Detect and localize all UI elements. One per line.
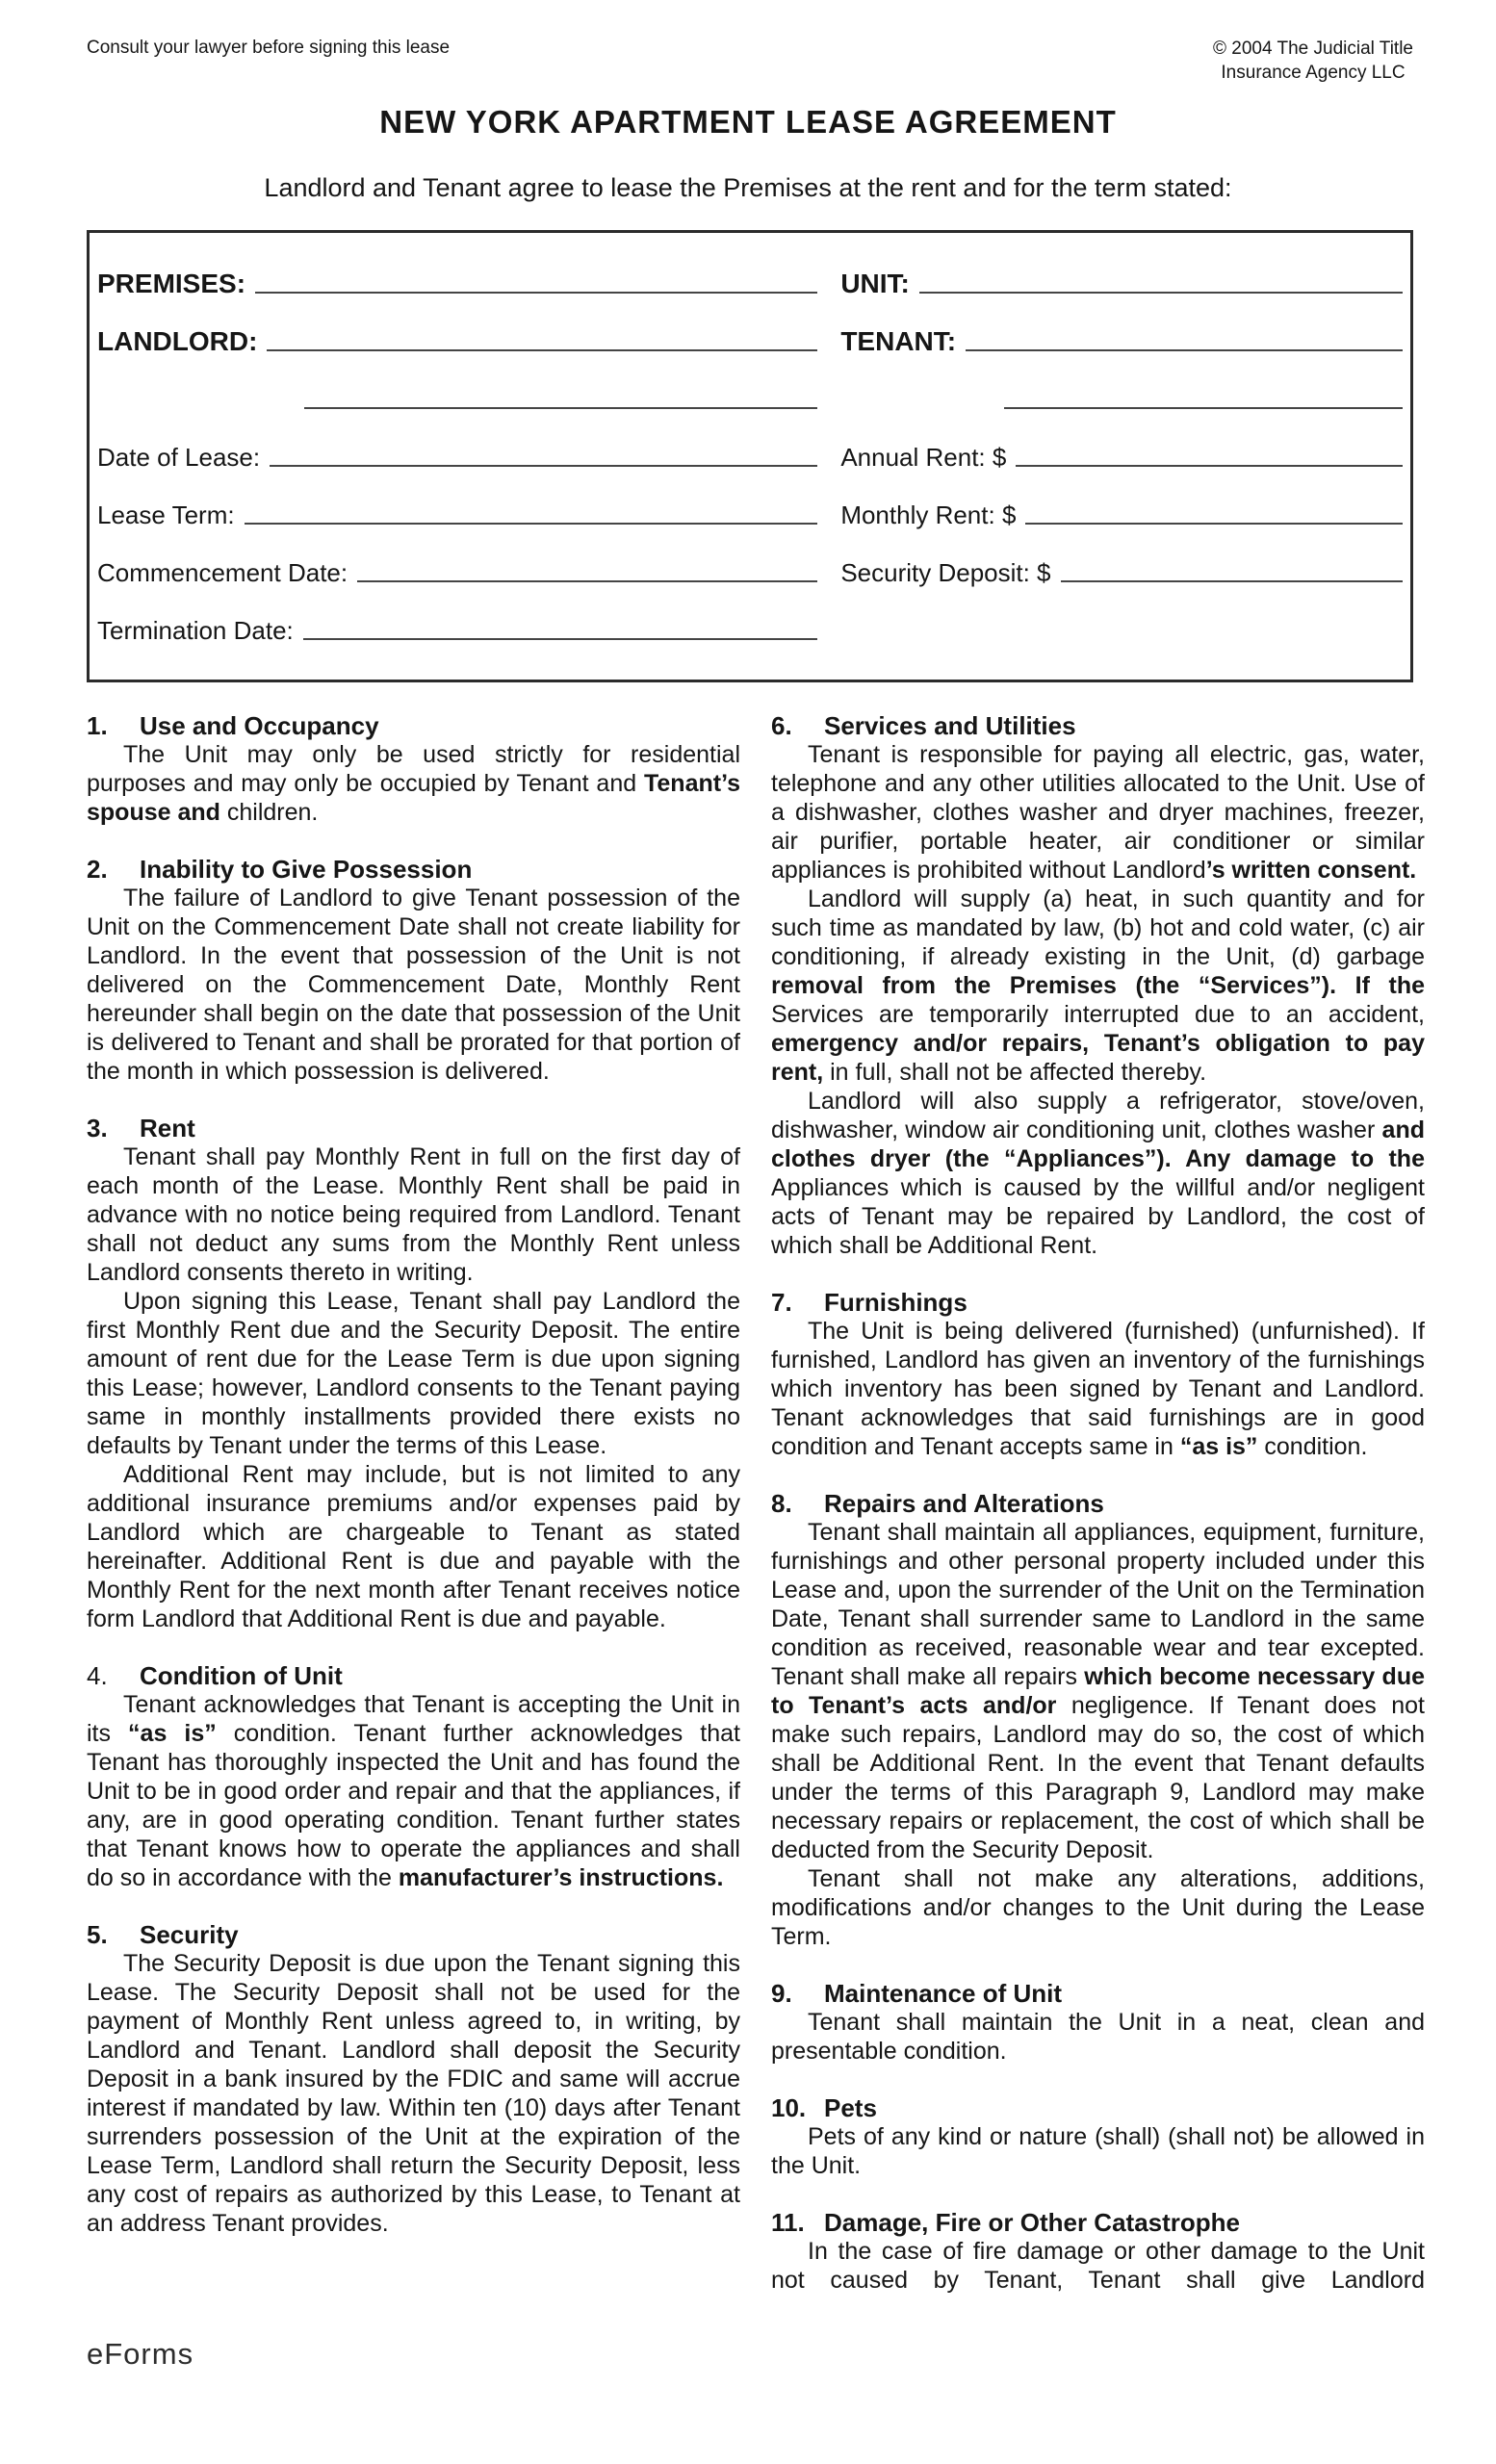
section-heading bbox=[87, 1661, 740, 1690]
section-heading bbox=[771, 1288, 1425, 1317]
lawyer-advice-note: Consult your lawyer before signing this lease bbox=[87, 38, 451, 58]
landlord-continuation-blank-line bbox=[304, 407, 817, 409]
section-paragraph: Tenant is responsible for paying all electric, gas, water, telephone and any other utilities allocated to the Unit. Use of a dishwasher, clothes washer and dryer machines, freezer, air purifier, portable heater, air conditioner or similar appliances is prohibited without Landlord’s written consent. bbox=[771, 741, 1425, 884]
form-row-continuation bbox=[90, 356, 1410, 414]
premises-field bbox=[90, 241, 829, 298]
form-row-termination bbox=[90, 587, 1410, 645]
section bbox=[771, 2093, 1425, 2180]
form-row-premises-unit bbox=[90, 241, 1410, 298]
form-row-date-annualrent bbox=[90, 414, 1410, 472]
section-title: Damage, Fire or Other Catastrophe bbox=[824, 2208, 1240, 2237]
form-row-landlord-tenant bbox=[90, 298, 1410, 356]
page-header bbox=[0, 0, 1496, 85]
premises-blank-line bbox=[255, 292, 817, 294]
form-row-commencement-deposit bbox=[90, 529, 1410, 587]
lease-summary-box bbox=[87, 230, 1413, 682]
right-column bbox=[771, 711, 1425, 2295]
unit-field bbox=[829, 241, 1410, 298]
security-deposit-field bbox=[829, 529, 1410, 587]
section-heading bbox=[771, 2093, 1425, 2122]
annual-rent-field bbox=[829, 414, 1410, 472]
unit-label: UNIT: bbox=[840, 269, 910, 298]
premises-label: PREMISES: bbox=[97, 269, 246, 298]
section bbox=[87, 1661, 740, 1892]
termination-date-field bbox=[90, 587, 829, 645]
section-heading bbox=[87, 855, 740, 884]
section-paragraph: Pets of any kind or nature (shall) (shall not) be allowed in the Unit. bbox=[771, 2123, 1425, 2179]
copyright-block bbox=[1213, 37, 1413, 85]
body-columns bbox=[0, 711, 1496, 2295]
section-title: Maintenance of Unit bbox=[824, 1979, 1063, 2008]
landlord-label: LANDLORD: bbox=[97, 326, 258, 356]
monthly-rent-field bbox=[829, 472, 1410, 529]
section-number: 5. bbox=[87, 1920, 108, 1949]
tenant-continuation-field bbox=[829, 356, 1410, 414]
annual-rent-blank-line bbox=[1016, 465, 1403, 467]
section-number: 11. bbox=[771, 2208, 805, 2237]
section-title: Condition of Unit bbox=[140, 1661, 343, 1690]
date-of-lease-label: Date of Lease: bbox=[97, 443, 261, 472]
section bbox=[771, 2208, 1425, 2295]
section-heading bbox=[771, 2208, 1425, 2237]
section-paragraph: Additional Rent may include, but is not limited to any additional insurance premiums and/or expenses paid by Landlord which are chargeable to Tenant as stated hereinafter. Additional Rent is due and payable with the Monthly Rent for the next month after Tenant receives notice form Landlord that Additional Rent is due and payable. bbox=[87, 1461, 740, 1632]
left-column bbox=[87, 711, 740, 2295]
section-title: Rent bbox=[140, 1114, 195, 1142]
tenant-label: TENANT: bbox=[840, 326, 957, 356]
section-paragraph: The Unit may only be used strictly for residential purposes and may only be occupied by Tenant and Tenant’s spouse and children. bbox=[87, 741, 740, 826]
section bbox=[771, 1288, 1425, 1461]
section bbox=[771, 1489, 1425, 1951]
monthly-rent-label: Monthly Rent: $ bbox=[840, 500, 1017, 529]
document-title: NEW YORK APARTMENT LEASE AGREEMENT bbox=[379, 104, 1117, 140]
section bbox=[771, 711, 1425, 1260]
copyright-line-2: Insurance Agency LLC bbox=[1221, 63, 1406, 83]
section-heading bbox=[771, 711, 1425, 740]
lease-term-blank-line bbox=[245, 523, 818, 525]
section bbox=[87, 855, 740, 1086]
commencement-date-blank-line bbox=[357, 580, 817, 582]
section-heading bbox=[87, 1920, 740, 1949]
section-paragraph: The Security Deposit is due upon the Tenant signing this Lease. The Security Deposit shall not be used for the payment of Monthly Rent unless agreed to, in writing, by Landlord and Tenant. Landlord shall deposit the Security Deposit in a bank insured by the FDIC and same will accrue interest if mandated by law. Within ten (10) days after Tenant surrenders possession of the Unit at the expiration of the Lease Term, Landlord shall return the Security Deposit, less any cost of repairs as authorized by this Lease, to Tenant at an address Tenant provides. bbox=[87, 1950, 740, 2237]
unit-blank-line bbox=[919, 292, 1403, 294]
landlord-field bbox=[90, 298, 829, 356]
section bbox=[87, 1114, 740, 1633]
monthly-rent-blank-line bbox=[1025, 523, 1403, 525]
section-paragraph: The Unit is being delivered (furnished) (unfurnished). If furnished, Landlord has given an inventory of the furnishings which inventory has been signed by Tenant and Landlord. Tenant acknowledges that said furnishings are in good condition and Tenant accepts same in “as is” condition. bbox=[771, 1318, 1425, 1460]
section-number: 8. bbox=[771, 1489, 792, 1518]
section-title: Use and Occupancy bbox=[140, 711, 379, 740]
section-heading bbox=[771, 1489, 1425, 1518]
tenant-continuation-blank-line bbox=[1004, 407, 1403, 409]
section-number: 3. bbox=[87, 1114, 108, 1142]
section-title: Repairs and Alterations bbox=[824, 1489, 1104, 1518]
section-paragraph: In the case of fire damage or other damage to the Unit not caused by Tenant, Tenant shall give Landlord bbox=[771, 2238, 1425, 2294]
commencement-date-field bbox=[90, 529, 829, 587]
section-heading bbox=[771, 1979, 1425, 2008]
section-paragraph: Tenant acknowledges that Tenant is accepting the Unit in its “as is” condition. Tenant further acknowledges that Tenant has thoroughly inspected the Unit and has found the Unit to be in good order and repair and that the appliances, if any, are in good operating condition. Tenant further states that Tenant knows how to operate the appliances and shall do so in accordance with the manufacturer’s instructions. bbox=[87, 1691, 740, 1891]
section-number: 10. bbox=[771, 2093, 807, 2122]
section-number: 4. bbox=[87, 1661, 108, 1690]
section-number: 6. bbox=[771, 711, 792, 740]
section bbox=[87, 711, 740, 827]
landlord-blank-line bbox=[267, 349, 817, 351]
section bbox=[87, 1920, 740, 2238]
lease-term-label: Lease Term: bbox=[97, 500, 235, 529]
date-of-lease-blank-line bbox=[270, 465, 817, 467]
section-paragraph: Upon signing this Lease, Tenant shall pay Landlord the first Monthly Rent due and the Security Deposit. The entire amount of rent due for the Lease Term is due upon signing this Lease; however, Landlord consents to the Tenant paying same in monthly installments provided there exists no defaults by Tenant under the terms of this Lease. bbox=[87, 1288, 740, 1459]
section-heading bbox=[87, 711, 740, 740]
tenant-field bbox=[829, 298, 1410, 356]
empty-cell bbox=[829, 587, 1410, 645]
copyright-line-1: © 2004 The Judicial Title bbox=[1213, 38, 1413, 59]
form-row-term-monthlyrent bbox=[90, 472, 1410, 529]
section-paragraph: Tenant shall maintain all appliances, equipment, furniture, furnishings and other personal property included under this Lease and, upon the surrender of the Unit on the Termination Date, Tenant shall surrender same to Landlord in the same condition as received, reasonable wear and tear excepted. Tenant shall make all repairs which become necessary due to Tenant’s acts and/or negligence. If Tenant does not make such repairs, Landlord may do so, the cost of which shall be Additional Rent. In the event that Tenant defaults under the terms of this Paragraph 9, Landlord may make necessary repairs or replacement, the cost of which shall be deducted from the Security Deposit. bbox=[771, 1519, 1425, 1863]
section-number: 9. bbox=[771, 1979, 792, 2008]
section-paragraph: Tenant shall pay Monthly Rent in full on the first day of each month of the Lease. Monthly Rent shall be paid in advance with no notice being required from Landlord. Tenant shall not deduct any sums from the Monthly Rent unless Landlord consents thereto in writing. bbox=[87, 1143, 740, 1286]
intro-statement: Landlord and Tenant agree to lease the Premises at the rent and for the term stated: bbox=[264, 173, 1232, 202]
section-title: Furnishings bbox=[824, 1288, 967, 1317]
section-paragraph: Tenant shall not make any alterations, additions, modifications and/or changes to the Unit during the Lease Term. bbox=[771, 1865, 1425, 1950]
section-number: 2. bbox=[87, 855, 108, 884]
security-deposit-label: Security Deposit: $ bbox=[840, 558, 1051, 587]
section-title: Services and Utilities bbox=[824, 711, 1076, 740]
tenant-blank-line bbox=[966, 349, 1403, 351]
annual-rent-label: Annual Rent: $ bbox=[840, 443, 1007, 472]
section-number: 7. bbox=[771, 1288, 792, 1317]
section-paragraph: Tenant shall maintain the Unit in a neat, clean and presentable condition. bbox=[771, 2009, 1425, 2065]
commencement-date-label: Commencement Date: bbox=[97, 558, 348, 587]
section-title: Security bbox=[140, 1920, 239, 1949]
section bbox=[771, 1979, 1425, 2066]
section-paragraph: Landlord will supply (a) heat, in such quantity and for such time as mandated by law, (b) hot and cold water, (c) air conditioning, if already existing in the Unit, (d) garbage removal from the Premises (the “Services”). If the Services are temporarily interrupted due to an accident, emergency and/or repairs, Tenant’s obligation to pay rent, in full, shall not be affected thereby. bbox=[771, 886, 1425, 1086]
landlord-continuation-field bbox=[90, 356, 829, 414]
section-title: Inability to Give Possession bbox=[140, 855, 473, 884]
security-deposit-blank-line bbox=[1061, 580, 1403, 582]
termination-date-label: Termination Date: bbox=[97, 616, 294, 645]
lease-term-field bbox=[90, 472, 829, 529]
eforms-logo: eForms bbox=[87, 2337, 194, 2371]
section-paragraph: Landlord will also supply a refrigerator, stove/oven, dishwasher, window air conditioning unit, clothes washer and clothes dryer (the “Appliances”). Any damage to the Appliances which is caused by the willful and/or negligent acts of Tenant may be repaired by Landlord, the cost of which shall be Additional Rent. bbox=[771, 1088, 1425, 1259]
date-of-lease-field bbox=[90, 414, 829, 472]
section-heading bbox=[87, 1114, 740, 1142]
section-title: Pets bbox=[824, 2093, 877, 2122]
section-number: 1. bbox=[87, 711, 108, 740]
section-paragraph: The failure of Landlord to give Tenant possession of the Unit on the Commencement Date shall not create liability for Landlord. In the event that possession of the Unit is not delivered on the Commencement Date, Monthly Rent hereunder shall begin on the date that possession of the Unit is delivered to Tenant and shall be prorated for that portion of the month in which possession is delivered. bbox=[87, 885, 740, 1085]
termination-date-blank-line bbox=[303, 638, 818, 640]
